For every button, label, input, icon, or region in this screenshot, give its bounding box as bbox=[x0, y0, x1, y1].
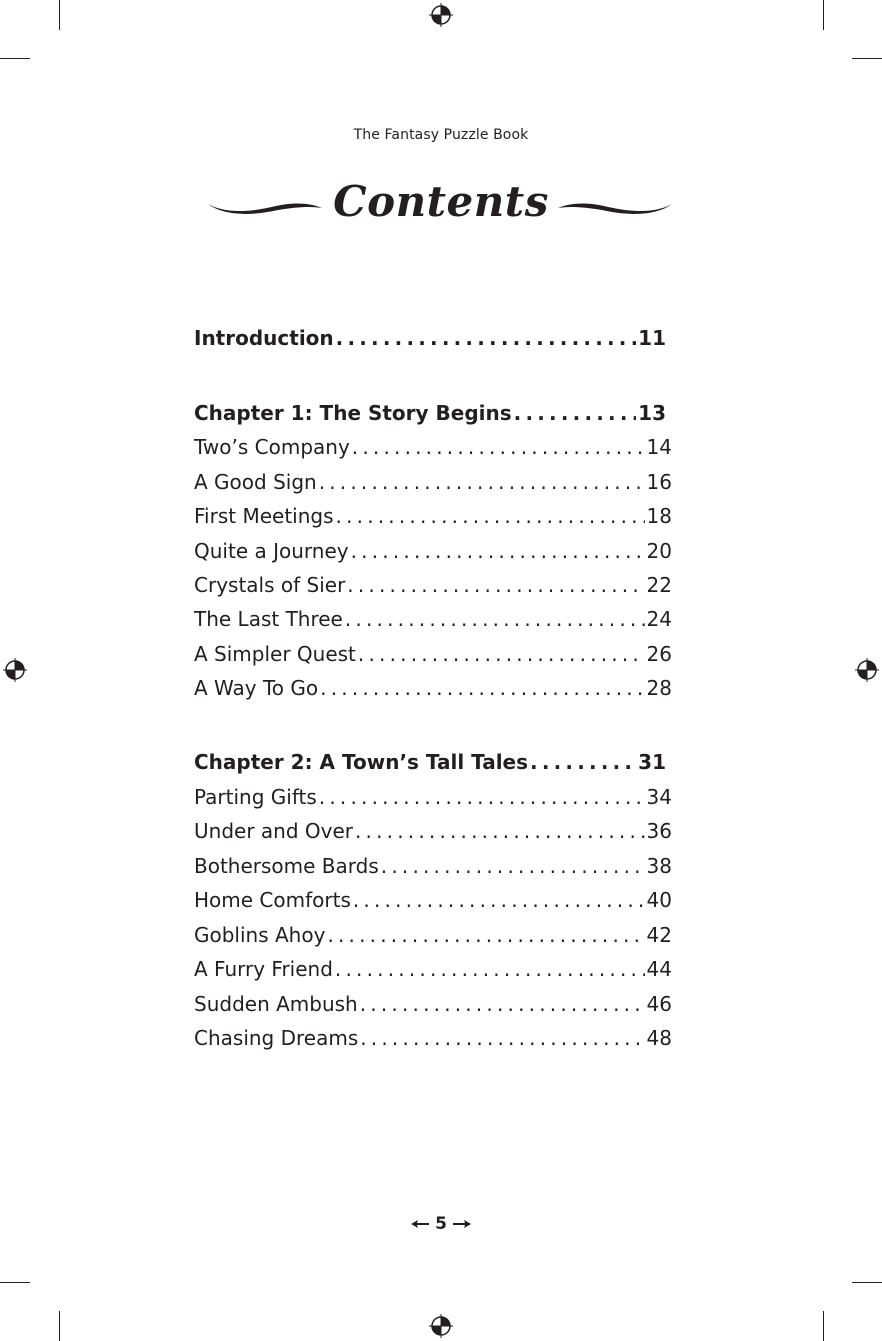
arrow-left-icon bbox=[411, 1219, 429, 1229]
toc-entry: Crystals of Sier ..... 22 bbox=[194, 571, 672, 599]
crop-mark-icon bbox=[0, 1282, 30, 1283]
toc-entry-chapter-1: Chapter 1: The Story Begins ..... 13 bbox=[194, 399, 666, 427]
toc-entry: First Meetings ..... 18 bbox=[194, 502, 672, 530]
title-block bbox=[0, 176, 882, 232]
toc-entry: A Simpler Quest ..... 26 bbox=[194, 640, 672, 668]
toc-entry: Home Comforts ..... 40 bbox=[194, 886, 672, 914]
toc-entry: Goblins Ahoy ..... 42 bbox=[194, 921, 672, 949]
arrow-right-icon bbox=[453, 1219, 471, 1229]
toc-entry: A Furry Friend ..... 44 bbox=[194, 955, 672, 983]
registration-mark-icon bbox=[3, 658, 27, 682]
toc-entry: A Good Sign ..... 16 bbox=[194, 468, 672, 496]
toc-entry: A Way To Go ..... 28 bbox=[194, 674, 672, 702]
crop-mark-icon bbox=[852, 1282, 882, 1283]
page-title: Contents bbox=[333, 177, 549, 226]
crop-mark-icon bbox=[59, 1311, 60, 1341]
toc-entry: Under and Over ..... 36 bbox=[194, 817, 672, 845]
crop-mark-icon bbox=[823, 1311, 824, 1341]
toc-entry: Bothersome Bards ..... 38 bbox=[194, 852, 672, 880]
crop-mark-icon bbox=[823, 0, 824, 30]
toc-entry-introduction: Introduction ..... 11 bbox=[194, 324, 666, 352]
toc-entry: Parting Gifts ..... 34 bbox=[194, 783, 672, 811]
toc-entry: Quite a Journey ..... 20 bbox=[194, 537, 672, 565]
toc-entry: Sudden Ambush ..... 46 bbox=[194, 990, 672, 1018]
toc-entry-chapter-2: Chapter 2: A Town’s Tall Tales ..... 31 bbox=[194, 748, 666, 776]
registration-mark-icon bbox=[429, 3, 453, 27]
crop-mark-icon bbox=[852, 58, 882, 59]
toc-entry: The Last Three ..... 24 bbox=[194, 605, 672, 633]
toc-entry: Chasing Dreams ..... 48 bbox=[194, 1024, 672, 1052]
page-number-footer bbox=[0, 1214, 882, 1234]
crop-mark-icon bbox=[59, 0, 60, 30]
page-number: 5 bbox=[435, 1214, 447, 1234]
running-head: The Fantasy Puzzle Book bbox=[353, 127, 529, 143]
crop-mark-icon bbox=[0, 58, 30, 59]
title-swash-icon bbox=[556, 198, 674, 218]
registration-mark-icon bbox=[429, 1314, 453, 1338]
registration-mark-icon bbox=[855, 658, 879, 682]
toc-entry: Two’s Company ..... 14 bbox=[194, 433, 672, 461]
